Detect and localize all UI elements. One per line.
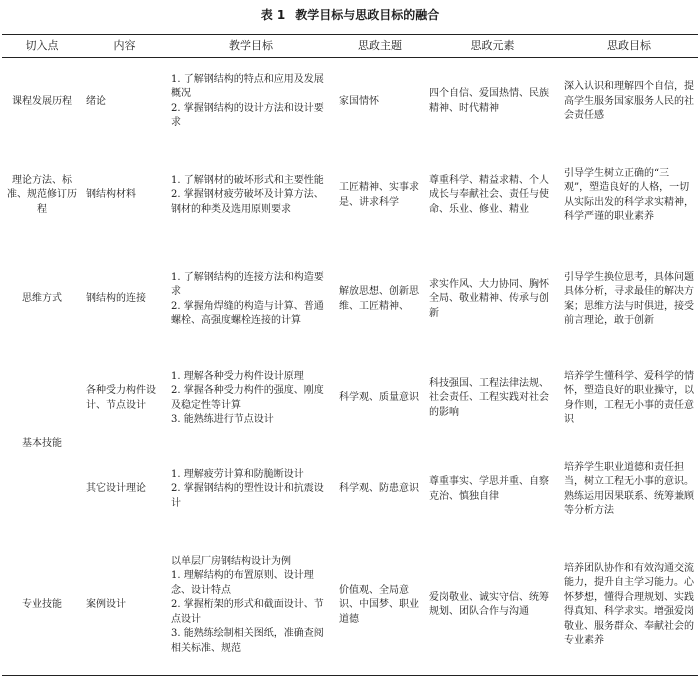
goals-cell: 引导学生换位思考，具体问题具体分析，寻求最佳的解决方案；思维方法与时俱进，接受前言理论，敢于创新 <box>564 271 694 326</box>
entry-point-cell: 理论方法、标准、规范修订历程 <box>7 174 77 215</box>
theme-cell: 解放思想、创新思维、工匠精神、 <box>339 286 419 312</box>
teaching-line: 1. 了解钢材的破坏形式和主要性能 <box>171 174 324 186</box>
teaching-line: 1. 了解钢结构的特点和应用及发展概况 <box>171 73 324 100</box>
theme-cell: 价值观、全局意识、中国梦、职业道德 <box>339 584 419 625</box>
teaching-cell <box>167 146 335 246</box>
header-teaching-objectives: 教学目标 <box>167 35 335 58</box>
elements-cell: 爱岗敬业、诚实守信、统筹规划、团队合作与沟通 <box>429 591 549 618</box>
teaching-line: 2. 掌握桁架的形式和截面设计、节点设计 <box>171 599 324 625</box>
table-row <box>2 146 698 246</box>
theme-cell: 科学观、防患意识 <box>339 483 419 495</box>
teaching-line: 2. 掌握钢结构的设计方法和设计要求 <box>171 102 324 129</box>
teaching-line: 1. 理解疲劳计算和防脆断设计 <box>171 468 304 480</box>
teaching-line: 2. 掌握钢结构的塑性设计和抗震设计 <box>171 483 324 509</box>
header-ideological-goals: 思政目标 <box>560 35 698 58</box>
teaching-line: 2. 掌握各种受力构件的强度、刚度及稳定性等计算 <box>171 385 324 411</box>
teaching-cell <box>167 354 335 444</box>
header-row <box>2 35 698 58</box>
teaching-line: 3. 能熟练进行节点设计 <box>171 414 274 425</box>
elements-cell: 尊重事实、学思并重、自察克治、慎独自律 <box>429 476 549 502</box>
content-cell: 钢结构材料 <box>86 189 136 201</box>
goals-cell: 培养学生职业道德和责任担当，树立工程无小事的意识。熟练运用因果联系、统筹兼顾等分析方法 <box>564 461 694 516</box>
table-row <box>2 354 698 444</box>
teaching-line: 1. 理解结构的布置原则、设计理念、设计特点 <box>171 570 314 596</box>
goals-cell: 培养学生懂科学、爱科学的情怀，塑造良好的职业操守，以身作则，工程无小事的责任意识 <box>564 370 694 425</box>
teaching-line: 1. 理解各种受力构件设计原理 <box>171 370 304 382</box>
table-row <box>2 58 698 146</box>
entry-point-cell: 思维方式 <box>22 293 62 305</box>
table-row <box>2 536 698 676</box>
content-cell: 钢结构的连接 <box>86 293 146 305</box>
content-cell: 其它设计理论 <box>86 483 146 495</box>
teaching-line: 以单层厂房钢结构设计为例 <box>171 555 291 567</box>
elements-cell: 科技强国、工程法律法规、社会责任、工程实践对社会的影响 <box>429 377 549 418</box>
table-title: 教学目标与思政目标的融合 <box>295 8 440 22</box>
theme-cell: 工匠精神、实事求是、讲求科学 <box>339 182 419 208</box>
elements-cell: 求实作风、大力协同、胸怀全局、敬业精神、传承与创新 <box>429 278 549 319</box>
header-ideological-elements: 思政元素 <box>425 35 560 58</box>
elements-cell: 四个自信、爱国热情、民族精神、时代精神 <box>429 88 549 114</box>
theme-cell: 科学观、质量意识 <box>339 392 419 404</box>
content-cell: 各种受力构件设计、节点设计 <box>86 385 156 411</box>
teaching-line: 1. 了解钢结构的连接方法和构造要求 <box>171 271 324 297</box>
entry-point-cell: 专业技能 <box>22 599 62 610</box>
table-caption <box>0 4 700 26</box>
teaching-line: 2. 掌握角焊缝的构造与计算、普通螺栓、高强度螺栓连接的计算 <box>171 300 324 326</box>
objectives-table <box>2 34 698 676</box>
theme-cell: 家国情怀 <box>339 95 379 107</box>
teaching-line: 3. 能熟练绘制相关图纸，准确查阅相关标准、规范 <box>171 628 324 654</box>
entry-point-cell: 课程发展历程 <box>12 95 72 107</box>
table-row <box>2 246 698 354</box>
entry-point-cell: 基本技能 <box>22 438 62 450</box>
table-number: 表 1 <box>260 8 286 22</box>
teaching-cell <box>167 444 335 536</box>
goals-cell: 深入认识和理解四个自信，提高学生服务国家服务人民的社会责任感 <box>564 81 694 121</box>
header-entry-point: 切入点 <box>2 35 82 58</box>
teaching-cell <box>167 246 335 354</box>
teaching-cell <box>167 536 335 676</box>
header-ideological-theme: 思政主题 <box>335 35 425 58</box>
header-content: 内容 <box>82 35 167 58</box>
teaching-line: 2. 掌握钢材疲劳破坏及计算方法、钢材的种类及选用原则要求 <box>171 189 324 215</box>
table-row <box>2 444 698 536</box>
goals-cell: 培养团队协作和有效沟通交流能力，提升自主学习能力。心怀梦想，懂得合理规划、实践得真知、科学求实。增强爱岗敬业、服务群众、奉献社会的专业素养 <box>564 562 694 647</box>
teaching-cell <box>167 58 335 146</box>
elements-cell: 尊重科学、精益求精、个人成长与奉献社会、责任与使命、乐业、修业、精业 <box>429 174 549 215</box>
content-cell: 案例设计 <box>86 599 126 610</box>
goals-cell: 引导学生树立正确的“三观”，塑造良好的人格，一切从实际出发的科学求实精神，科学严谨的职业素养 <box>564 167 694 222</box>
content-cell: 绪论 <box>86 95 106 107</box>
